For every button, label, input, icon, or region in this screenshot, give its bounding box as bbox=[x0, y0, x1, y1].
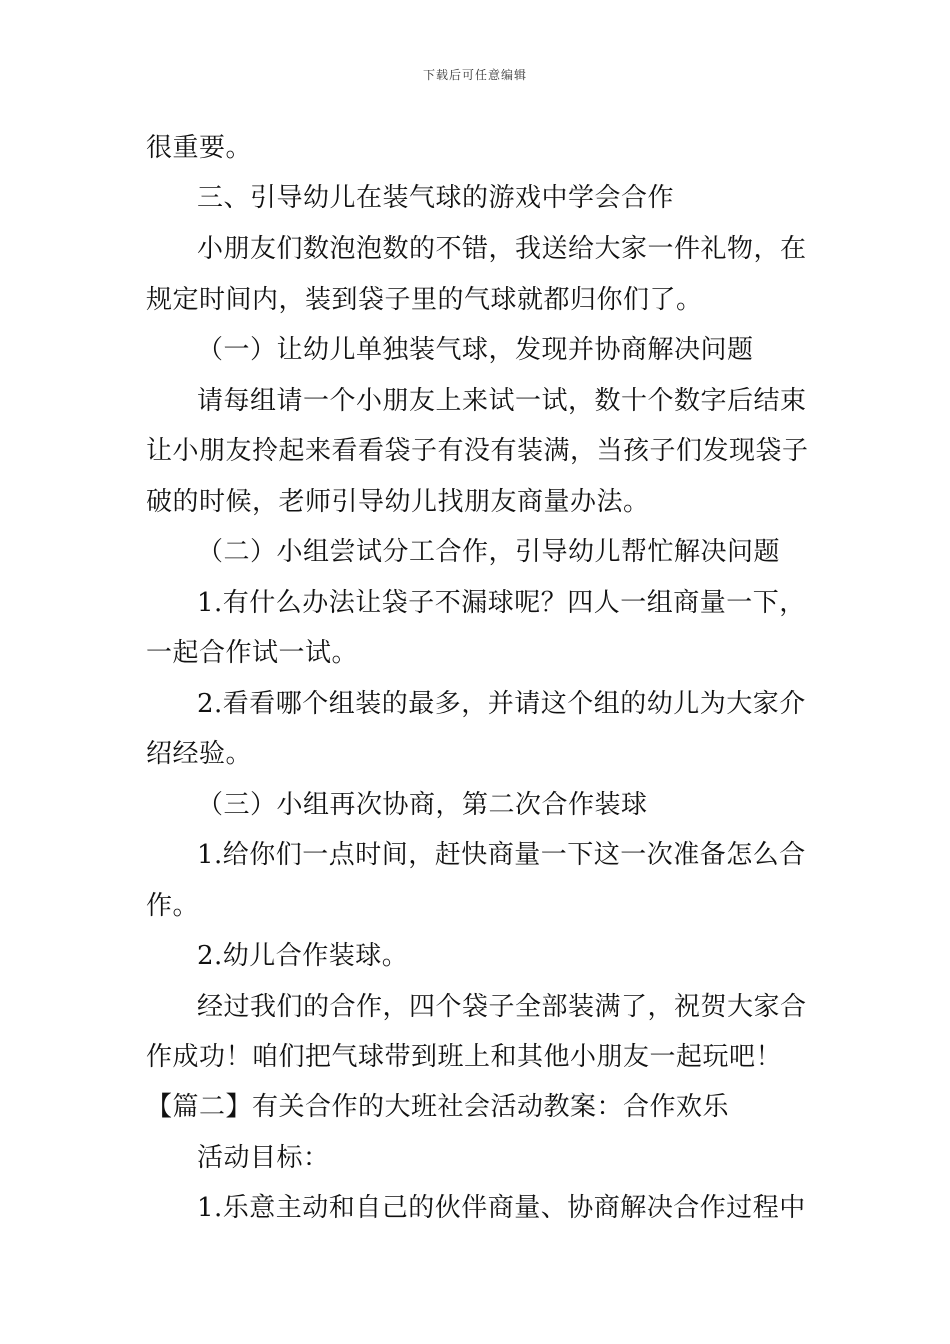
text-line: 绍经验。 bbox=[146, 739, 253, 769]
text-line: 破的时候，老师引导幼儿找朋友商量办法。 bbox=[146, 487, 650, 517]
text-line: 1.给你们一点时间，赶快商量一下这一次准备怎么合 bbox=[197, 840, 806, 870]
text-line: 1.乐意主动和自己的伙伴商量、协商解决合作过程中 bbox=[197, 1193, 806, 1223]
text-line: 一起合作试一试。 bbox=[146, 638, 359, 668]
text-line: 很重要。 bbox=[146, 133, 253, 163]
text-line: 让小朋友拎起来看看袋子有没有装满，当孩子们发现袋子 bbox=[146, 436, 809, 466]
text-line: 活动目标： bbox=[197, 1143, 330, 1173]
text-line: 小朋友们数泡泡数的不错，我送给大家一件礼物，在 bbox=[197, 234, 807, 264]
text-line: 1.有什么办法让袋子不漏球呢？四人一组商量一下， bbox=[197, 588, 806, 618]
subsection-heading: （三）小组再次协商，第二次合作装球 bbox=[197, 790, 648, 820]
text-line: 规定时间内，装到袋子里的气球就都归你们了。 bbox=[146, 285, 703, 315]
page-header: 下载后可任意编辑 bbox=[422, 68, 527, 82]
text-line: 作。 bbox=[146, 891, 200, 921]
text-line: 2.看看哪个组装的最多，并请这个组的幼儿为大家介 bbox=[197, 689, 806, 719]
chapter-heading: 【篇二】有关合作的大班社会活动教案：合作欢乐 bbox=[146, 1092, 730, 1122]
text-line: 2.幼儿合作装球。 bbox=[197, 941, 409, 971]
section-heading: 三、引导幼儿在装气球的游戏中学会合作 bbox=[197, 183, 675, 213]
text-line: 作成功！咱们把气球带到班上和其他小朋友一起玩吧！ bbox=[146, 1042, 783, 1072]
text-line: 请每组请一个小朋友上来试一试，数十个数字后结束 bbox=[197, 386, 807, 416]
subsection-heading: （一）让幼儿单独装气球，发现并协商解决问题 bbox=[197, 335, 754, 365]
subsection-heading: （二）小组尝试分工合作，引导幼儿帮忙解决问题 bbox=[197, 537, 781, 567]
text-line: 经过我们的合作，四个袋子全部装满了，祝贺大家合 bbox=[197, 992, 807, 1022]
